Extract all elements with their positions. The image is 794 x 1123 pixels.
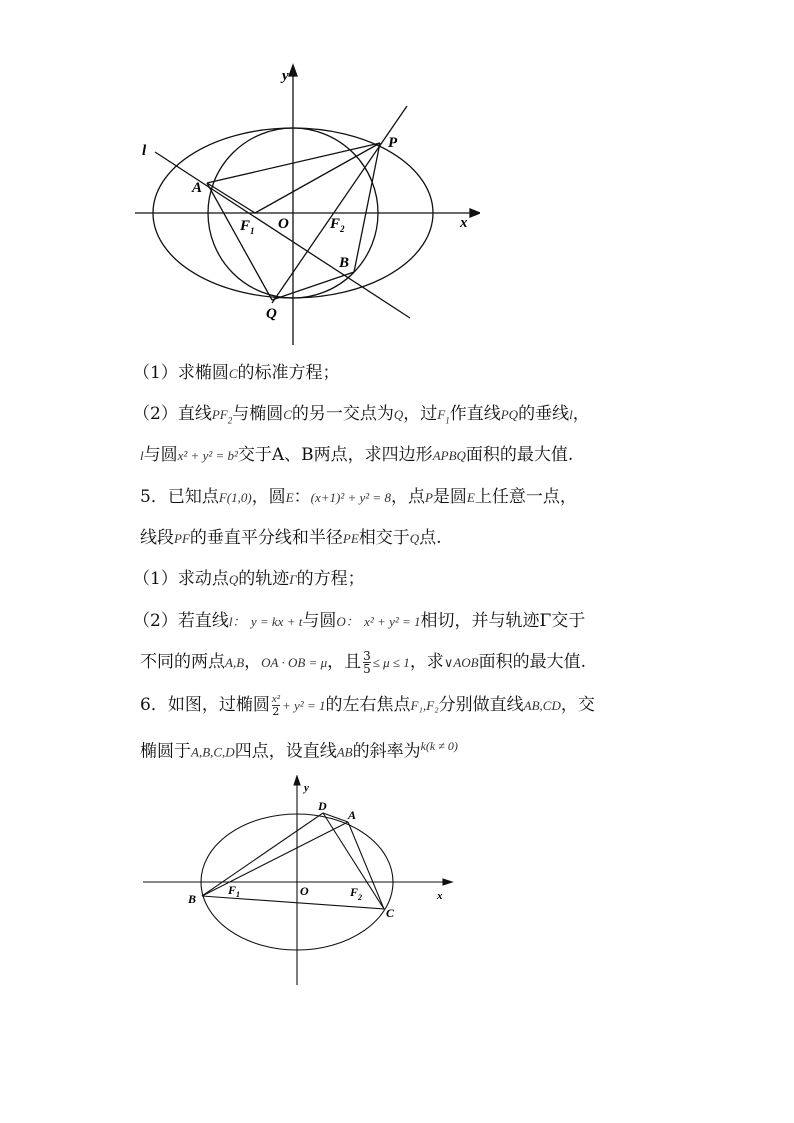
problem4-part2-line1: （2）直线$PF_2$与椭圆C的另一交点为Q，过$F_1$作直线PQ的垂线l， bbox=[133, 404, 590, 426]
problem6-line2: 椭圆于A,B,C,D四点，设直线AB的斜率为$^{k(k \ne 0)}$ bbox=[140, 739, 458, 762]
label-q: Q bbox=[266, 306, 277, 322]
segment-ba bbox=[202, 822, 348, 896]
label-b: B bbox=[339, 255, 350, 271]
ellipse-quadrilateral-diagram bbox=[140, 775, 460, 990]
line-l bbox=[155, 152, 410, 318]
segment-aq bbox=[207, 183, 272, 300]
label-b: B bbox=[188, 892, 197, 906]
label-a: A bbox=[348, 808, 357, 822]
y-axis-arrow bbox=[294, 776, 300, 785]
label-f1-sub: 1 bbox=[236, 890, 240, 899]
label-p: P bbox=[388, 135, 398, 151]
label-f1: F bbox=[240, 218, 251, 234]
problem5-line1: 5．已知点F(1,0)，圆E：(x+1)² + y² = 8，点P是圆E上任意一点， bbox=[140, 487, 577, 507]
problem4-part2-line2: l与圆x² + y² = b²交于A、B两点，求四边形APBQ面积的最大值. bbox=[140, 445, 574, 465]
label-f2-sub: 2 bbox=[340, 224, 345, 234]
problem5-part1: （1）求动点Q的轨迹Γ的方程； bbox=[133, 569, 365, 589]
problem5-part2-line1: （2）若直线l： y = kx + t与圆O： x² + y² = 1相切，并与轨迹Γ交于 bbox=[133, 611, 586, 631]
x-axis-arrow bbox=[470, 209, 480, 217]
problem4-part1: （1）求椭圆C的标准方程； bbox=[133, 363, 340, 383]
label-y: y bbox=[282, 68, 289, 84]
problem5-line2: 线段PF的垂直平分线和半径PE相交于Q点. bbox=[140, 528, 442, 548]
label-a: A bbox=[192, 180, 203, 196]
label-f2-sub: 2 bbox=[358, 893, 362, 902]
figure-1 bbox=[130, 60, 480, 350]
ellipse-circle-diagram bbox=[130, 60, 480, 350]
label-l: l bbox=[142, 143, 147, 159]
label-y: y bbox=[304, 782, 309, 794]
figure-2 bbox=[140, 775, 460, 990]
segment-f1p bbox=[255, 143, 380, 213]
fraction-3-5: $\frac{3}{5}$ bbox=[363, 649, 371, 676]
label-d: D bbox=[318, 799, 327, 813]
segment-af1 bbox=[207, 183, 255, 213]
label-c: C bbox=[386, 906, 395, 920]
label-x: x bbox=[437, 890, 443, 902]
label-f2: F bbox=[350, 885, 359, 899]
fraction-x2-2: $\frac{\text{x²}}{2}$ bbox=[271, 693, 281, 718]
label-f1: F bbox=[228, 883, 237, 897]
problem5-part2-line2: 不同的两点A,B，OA · OB = μ，且 $\frac{3}{5}$ ≤ μ ≤ 1，求∨AOB面积的最大值. bbox=[140, 649, 587, 676]
label-f2: F bbox=[330, 216, 341, 232]
problem6-line1: 6．如图，过椭圆 $\frac{\text{x²}}{2}$ + y² = 1的左右焦点F₁,F₂分别做直线AB,CD，交 bbox=[140, 693, 595, 718]
x-axis-arrow bbox=[443, 879, 452, 885]
label-o: O bbox=[300, 884, 309, 898]
label-o: O bbox=[278, 216, 289, 232]
y-axis-arrow bbox=[289, 65, 297, 76]
label-x: x bbox=[460, 215, 468, 231]
label-f1-sub: 1 bbox=[250, 226, 255, 236]
line-pq bbox=[272, 106, 407, 303]
segment-pb bbox=[354, 143, 380, 272]
